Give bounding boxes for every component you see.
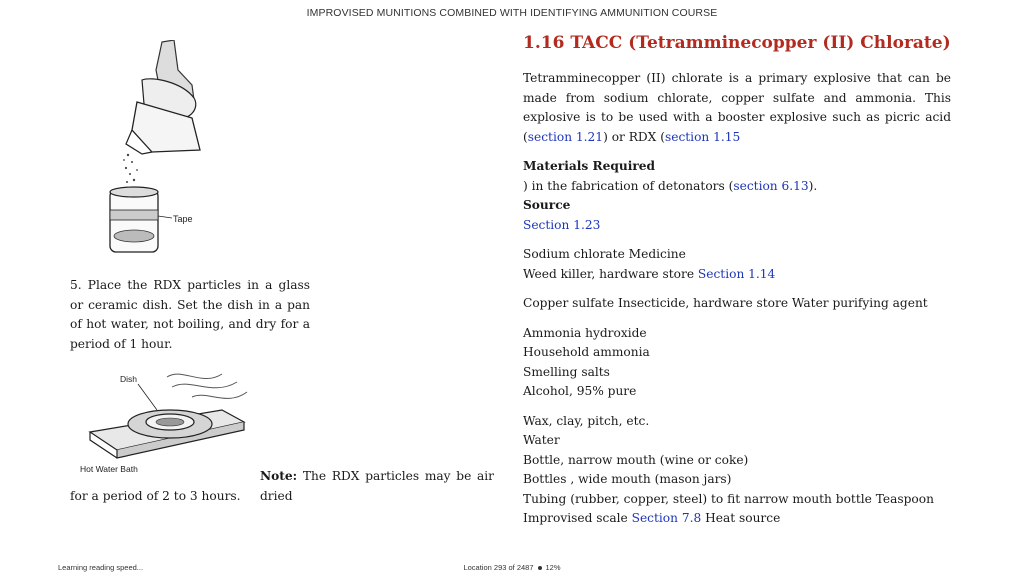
note-continuation: for a period of 2 to 3 hours. — [70, 489, 241, 503]
source-line — [523, 216, 951, 236]
link-section-6-13[interactable]: section 6.13 — [733, 178, 809, 193]
materials-line-end: ). — [808, 178, 818, 193]
pouring-illustration — [82, 40, 222, 265]
list-item: Water — [523, 433, 560, 447]
link-section-7-8[interactable]: Section 7.8 — [631, 511, 702, 525]
group2-line: Copper sulfate Insecticide, hardware store Water purifying agent — [523, 296, 928, 310]
link-section-1-14[interactable]: Section 1.14 — [697, 266, 776, 281]
book-title-header: IMPROVISED MUNITIONS COMBINED WITH IDENTIFYING AMMUNITION COURSE — [306, 7, 718, 19]
hot-water-bath-illustration — [72, 362, 262, 480]
step-5-text: 5. Place the RDX particles in a glass or ceramic dish. Set the dish in a pan of hot water, not boiling, and dry for a period of 1 hour. — [70, 278, 310, 351]
right-column — [523, 32, 951, 529]
heat-source-text: Heat source — [701, 511, 781, 525]
list-item: Bottles , wide mouth (mason jars) — [523, 472, 732, 486]
location-indicator[interactable] — [0, 563, 1024, 572]
section-title: 1.16 TACC (Tetramminecopper (II) Chlorate) — [523, 33, 951, 53]
reading-speed-status: Learning reading speed... — [58, 563, 144, 572]
materials-line-text: ) in the fabrication of detonators ( — [523, 178, 734, 193]
intro-text: Tetramminecopper (II) chlorate is a primary explosive that can be made from sodium chlorate, copper sulfate and ammonia. This explosive is to be used with a booster explosive such as picric acid ( — [523, 71, 951, 144]
source-label: Source — [523, 198, 571, 212]
scale-text: Improvised scale — [523, 511, 632, 525]
list-item: Bottle, narrow mouth (wine or coke) — [523, 452, 749, 467]
group3-list — [523, 324, 951, 402]
link-section-1-15[interactable]: section 1.15 — [664, 129, 741, 144]
list-item — [523, 509, 951, 529]
source-heading — [523, 196, 951, 216]
link-section-1-23[interactable]: Section 1.23 — [523, 217, 601, 232]
list-item: Wax, clay, pitch, etc. — [523, 413, 650, 428]
group4-list — [523, 412, 951, 529]
list-item: Tubing (rubber, copper, steel) to fit narrow mouth bottle Teaspoon — [523, 491, 934, 506]
link-section-1-21[interactable]: section 1.21 — [527, 129, 604, 144]
materials-heading — [523, 157, 951, 177]
intro-text-mid: ) or RDX ( — [603, 129, 665, 144]
location-text: Location 293 of 2487 — [463, 563, 534, 572]
hot-water-bath-label: Hot Water Bath — [80, 464, 138, 474]
note-body: The RDX particles may be air dried — [260, 469, 495, 503]
tape-label: Tape — [173, 214, 193, 224]
list-item: Household ammonia — [523, 345, 650, 359]
group1-line2-text: Weed killer, hardware store — [523, 266, 698, 281]
intro-paragraph — [523, 69, 951, 147]
note-label: Note: — [260, 469, 298, 483]
separator-dot-icon — [538, 566, 542, 570]
percent-read: 12% — [545, 563, 561, 572]
materials-line — [523, 177, 951, 197]
group1-line2 — [523, 265, 951, 285]
list-item: Alcohol, 95% pure — [523, 384, 637, 398]
group1-line1: Sodium chlorate Medicine — [523, 247, 686, 261]
list-item: Ammonia hydroxide — [523, 325, 647, 340]
materials-label: Materials Required — [523, 159, 656, 173]
dish-label: Dish — [120, 374, 138, 384]
list-item: Smelling salts — [523, 364, 610, 379]
